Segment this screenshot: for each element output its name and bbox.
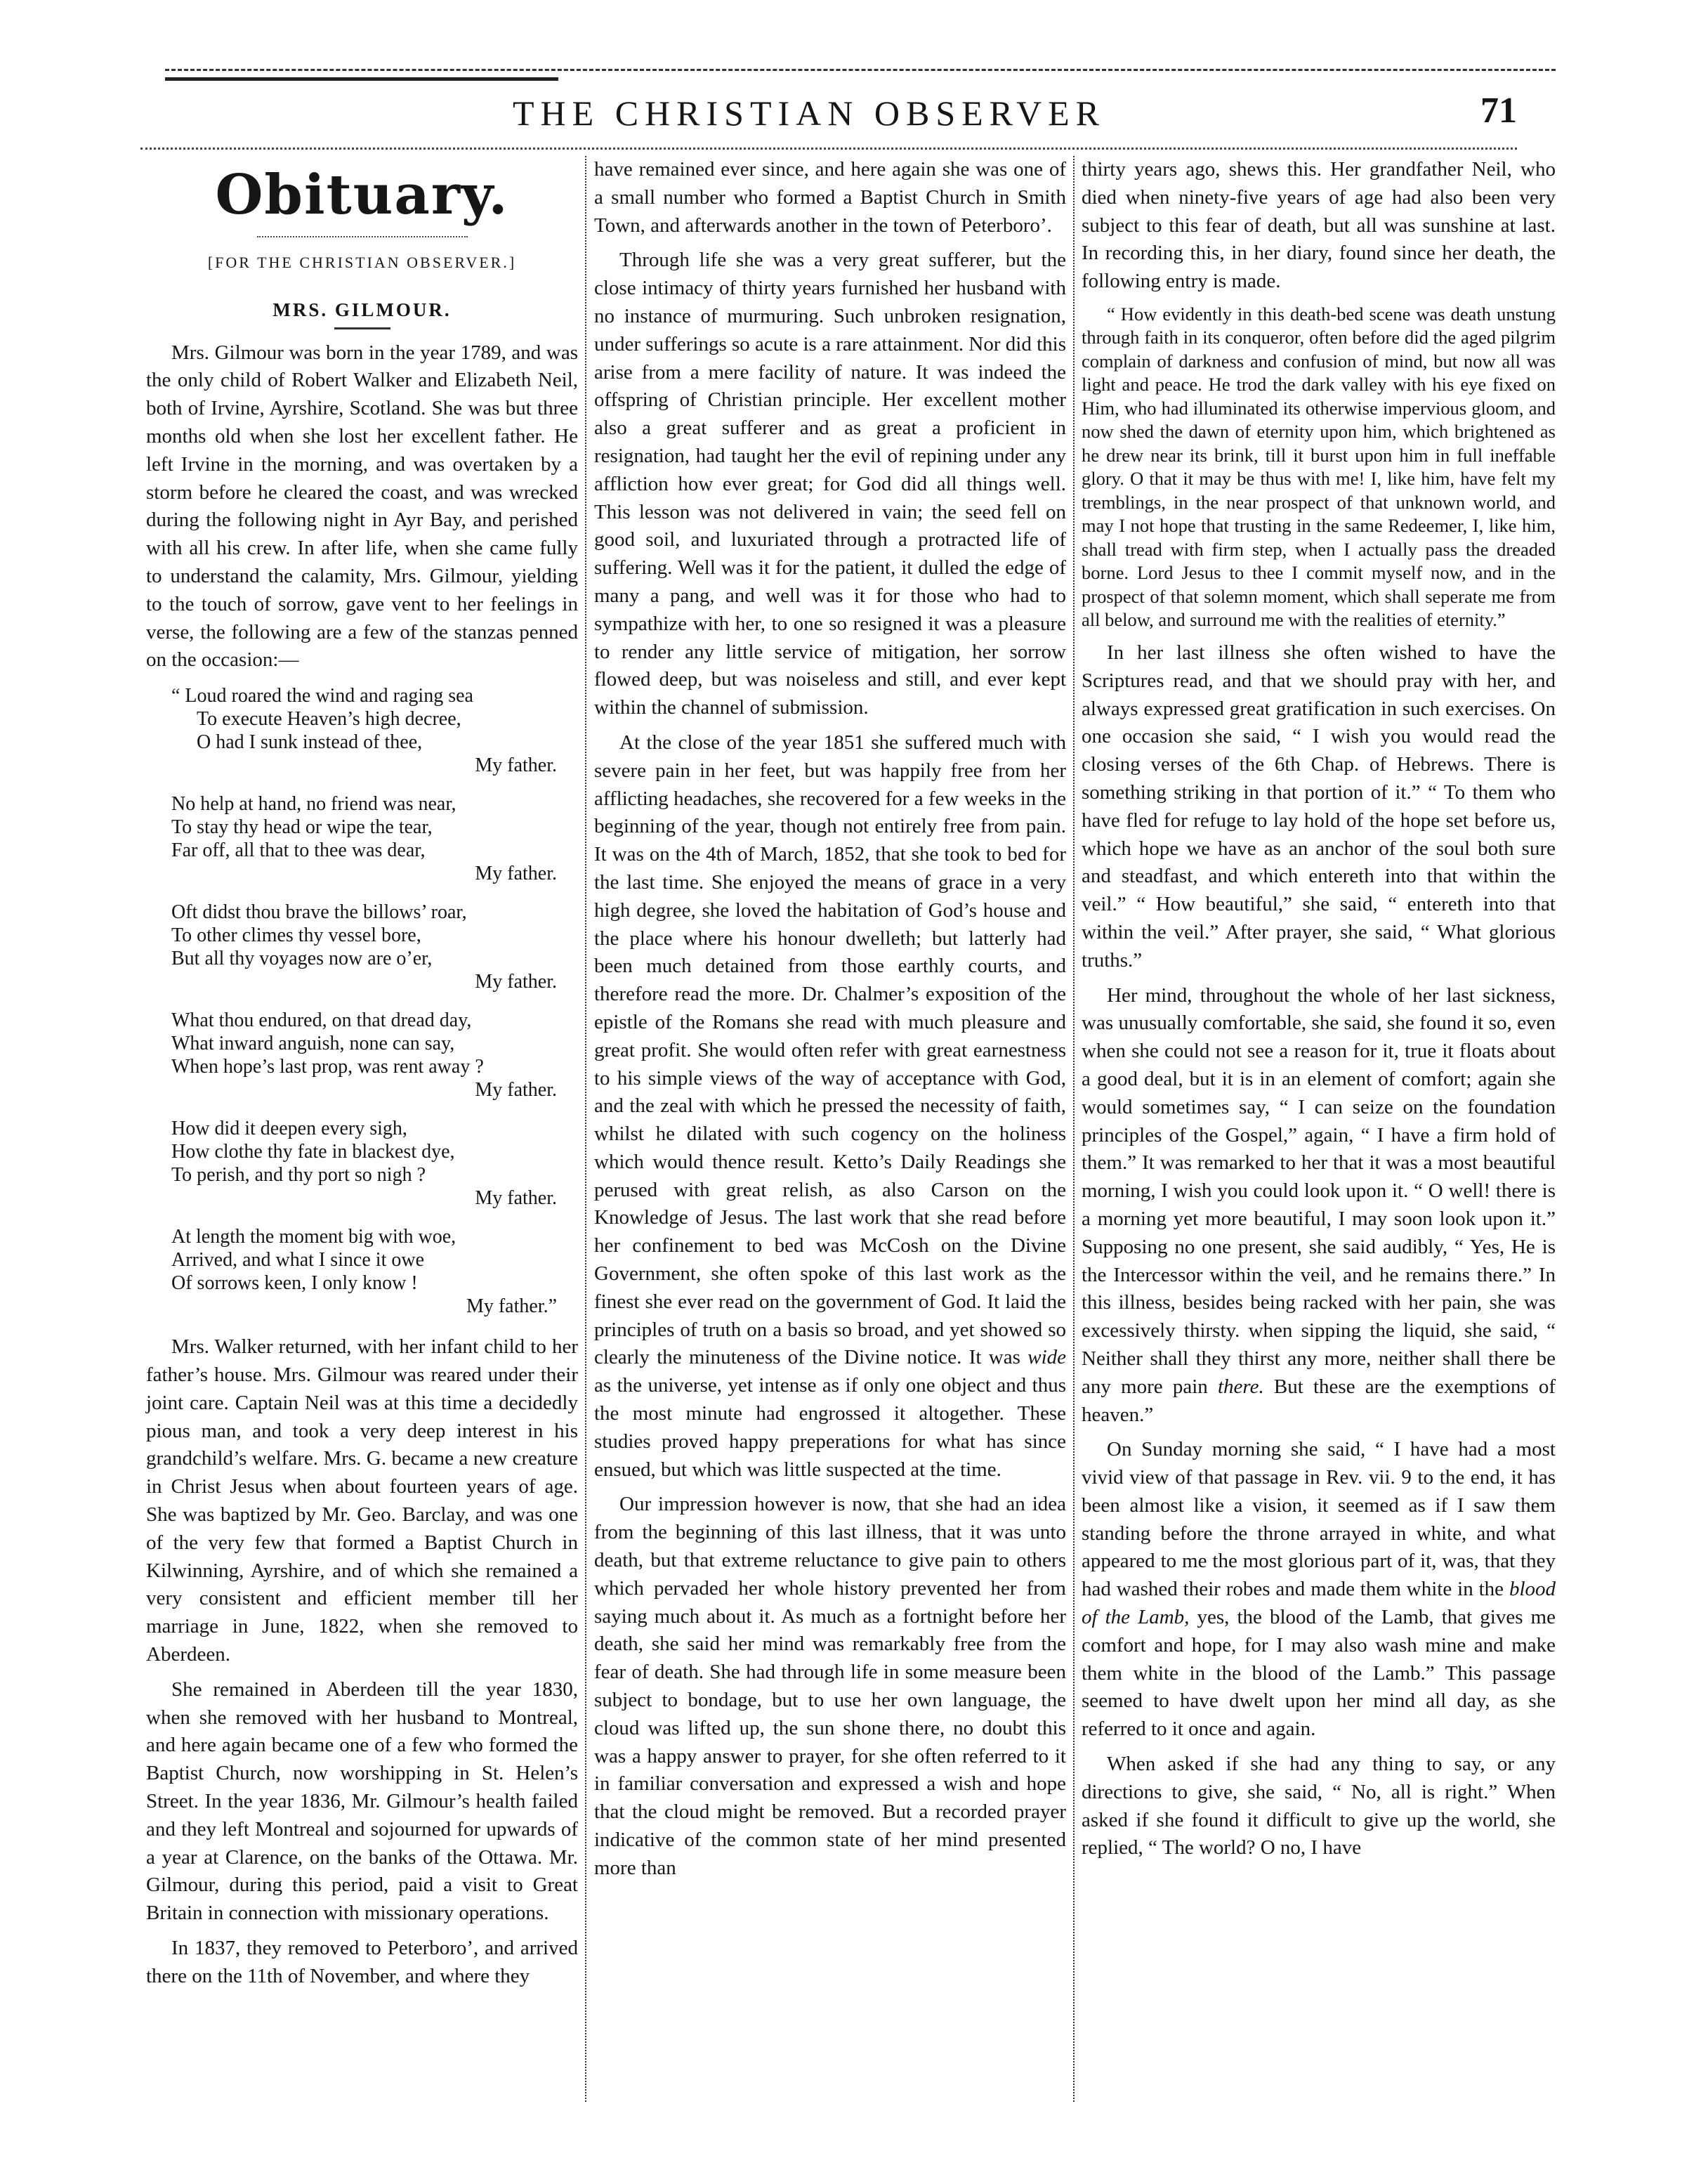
poem-line: “ Loud roared the wind and raging sea: [171, 685, 473, 707]
column-1: [146, 156, 578, 1997]
poem-stanza: [171, 1009, 578, 1101]
poem-line: Oft didst thou brave the billows’ roar,: [171, 901, 467, 924]
poem-line: How did it deepen every sigh,: [171, 1118, 407, 1140]
italic-word: wide: [1027, 1346, 1067, 1369]
diary-quote: “ How evidently in this death-bed scene was death unstung through faith in its conqueror, often before did the aged pilgrim complain of darkness and confusion of mind, but now all was light and peace. He trod the dark valley with his eye fixed on Him, who had illuminated its otherwise impervious gloom, and now shed the dawn of eternity upon him, which brightened as he drew near its brink, till it burst upon him in full ineffable glory. O that it may be thus with me! I, like him, have felt my tremblings, in the near prospect of that unknown world, and may I not hope that trusting in the same Redeemer, I, like him, shall tread with firm step, when I actually pass the dreaded borne. Lord Jesus to thee I commit myself now, and in the prospect of that solemn moment, which shall seperate me from all below, and surround me with the realities of eternity.”: [1082, 303, 1556, 631]
poem-line: Far off, all that to thee was dear,: [171, 839, 426, 862]
poem-line: No help at hand, no friend was near,: [171, 793, 456, 816]
column-divider: [585, 156, 586, 2102]
column-divider: [1073, 156, 1075, 2102]
poem-line: To stay thy head or wipe the tear,: [171, 816, 433, 839]
paragraph: [1082, 982, 1556, 1430]
poem-line: At length the moment big with woe,: [171, 1226, 456, 1248]
section-heading: Obituary.: [215, 163, 509, 227]
poem-line: When hope’s last prop, was rent away ?: [171, 1056, 484, 1078]
paragraph: In her last illness she often wished to have the Scriptures read, and that we should pray with her, and always expressed great gratification in such exercises. On one occasion she said, “ I wish you would read the closing verses of the 6th Chap. of Hebrews. There is something striking in that portion of it.” “ To them who have fled for refuge to lay hold of the hope set before us, which hope we have as an anchor of the soul both sure and steadfast, and which entereth into that within the veil.” “ How beautiful,” she said, “ entereth into that within the veil.” After prayer, she said, “ What glorious truths.”: [1082, 641, 1556, 972]
page-number: 71: [1480, 91, 1517, 131]
paragraph: She remained in Aberdeen till the year 1830, when she removed with her husband to Montreal, and here again became one of a few who formed the Baptist Church, now worshipping in St. Helen’s Street. In the year 1836, Mr. Gilmour’s health failed and they left Montreal and sojourned for upwards of a year at Clarence, on the banks of the Ottawa. Mr. Gilmour, during this period, paid a visit to Great Britain in connection with missionary operations.: [146, 1678, 578, 1925]
poem-refrain: My father.: [475, 971, 557, 993]
paragraph: Through life she was a very great sufferer, but the close intimacy of thirty years furnished her husband with no instance of murmuring. Such unbroken resignation, under sufferings so acute is a rare attainment. Nor did this arise from a mere facility of nature. It was indeed the offspring of Christian principle. Her excellent mother also a great sufferer and as great a proficient in resignation, had taught her the evil of repining under any affliction how ever great; for God did all things well. This lesson was not delivered in vain; the seed fell on good soil, and luxuriated through a protracted life of suffering. Well was it for the patient, it dulled the edge of many a pang, and well was it for those who had to sympathize with her, to one so resigned it was a pleasure to render any little service of mitigation, her sorrow flowed deep, but was noiseless and still, and ever kept within the channel of submission.: [594, 249, 1066, 719]
paragraph-text: Her mind, throughout the whole of her last sickness, was unusually comfortable, she said, she found it so, even when she could not see a reason for it, true it floats about a good deal, but it is in an element of comfort; again she would sometimes say, “ I can seize on the foundation principles of the Gospel,” again, “ I have a firm hold of them.” It was remarked to her that it was a most beautiful morning, I wish you could look upon it. “ O well! there is a morning yet more beautiful, I may soon look upon it.” Supposing no one present, she said audibly, “ Yes, He is the Intercessor within the veil, and he remains there.” In this illness, besides being racked with her pain, she was excessively thirsty. when sipping the liquid, she said, “ Neither shall they thirst any more, neither shall there be any more pain: [1082, 983, 1556, 1398]
paragraph-text: At the close of the year 1851 she suffered much with severe pain in her feet, but was happily free from her afflicting headaches, she recovered for a few weeks in the beginning of the year, though not entirely free from pain. It was on the 4th of March, 1852, that she took to bed for the last time. She enjoyed the means of grace in a very high degree, she loved the habitation of God’s house and the place where his honour dwelleth; but latterly had been much detained from those earthly courts, and therefore read the more. Dr. Chalmer’s exposition of the epistle of the Romans she read with much pleasure and great profit. She would often refer with great earnestness to his simple views of the way of acceptance with God, and the zeal with which he pressed the necessity of faith, whilst he dilated with such cogency on the holiness which would thence result. Ketto’s Daily Readings she perused with great relish, as also Carson on the Knowledge of Jesus. The last work that she read before her confinement to bed was McCosh on the Divine Government, she often spoke of this last work as the finest she ever read on the government of God. It laid the principles of truth on a basis so broad, and yet showed so clearly the minuteness of the Divine notice. It was: [594, 731, 1066, 1369]
poem-line: Of sorrows keen, I only know !: [171, 1272, 418, 1295]
poem-line: Arrived, and what I since it owe: [171, 1249, 424, 1271]
poem-line: To perish, and thy port so nigh ?: [171, 1164, 426, 1186]
paragraph: [594, 729, 1066, 1484]
poem-line: What inward anguish, none can say,: [171, 1033, 455, 1055]
poem-refrain: My father.: [475, 1079, 557, 1101]
italic-phrase: blood of the Lamb,: [1082, 1578, 1556, 1629]
paragraph-text: On Sunday morning she said, “ I have had a most vivid view of that passage in Rev. vii. 9 to the end, it has been almost like a vision, it seemed as if I saw them standing before the throne arrayed in white, and what appeared to me the most glorious part of it, was, that they had washed their robes and made them white in the: [1082, 1438, 1556, 1601]
paragraph-text: as the universe, yet intense as if only one object and thus the most minute had engrossed it altogether. These studies proved happy preperations for what has since ensued, but which was little suspected at the time.: [594, 1374, 1066, 1481]
poem-stanza: [171, 1117, 578, 1210]
poem-refrain: My father.: [475, 754, 557, 777]
top-decorative-rule: [165, 69, 1556, 71]
poem-stanza: [171, 684, 578, 777]
poem-line: O had I sunk instead of thee,: [197, 731, 423, 754]
poem-stanza: [171, 1225, 578, 1318]
header-rule: [140, 148, 1517, 150]
paragraph: have remained ever since, and here again she was one of a small number who formed a Baptist Church in Smith Town, and afterwards another in the town of Peterboro’.: [594, 158, 1066, 237]
poem-line: But all thy voyages now are o’er,: [171, 948, 433, 970]
italic-word: there.: [1217, 1375, 1264, 1398]
paragraph: [1082, 1436, 1556, 1744]
paragraph-text: yes, the blood of the Lamb, that gives me comfort and hope, for I may also wash mine and make them white in the blood of the Lamb.” This passage seemed to have dwelt upon her mind all day, as she referred to it once and again.: [1082, 1606, 1556, 1741]
paragraph: thirty years ago, shews this. Her grandfather Neil, who died when ninety-five years of age had also been very subject to this fear of death, but all was sunshine at last. In recording this, in her diary, found since her death, the following entry is made.: [1082, 158, 1556, 293]
poem-stanza: [171, 901, 578, 993]
paragraph: Our impression however is now, that she had an idea from the beginning of this last illness, that it was unto death, but that extreme reluctance to give pain to others which pervaded her whole history prevented her from saying much about it. As much as a fortnight before her death, she said her mind was remarkably free from the fear of death. She had through life in some measure been subject to bondage, but to use her own language, the cloud was lifted up, the sun shone there, no doubt this was a happy answer to prayer, for she often referred to it in familiar conversation and expressed a wish and hope that the cloud might be removed. But a recorded prayer indicative of the common state of her mind presented more than: [594, 1493, 1066, 1879]
paragraph-text: But these are the exemptions of heaven.”: [1082, 1375, 1556, 1426]
masthead: [140, 93, 1545, 142]
poem-line: How clothe thy fate in blackest dye,: [171, 1141, 455, 1163]
poem-line: To execute Heaven’s high decree,: [197, 708, 461, 731]
top-solid-rule: [165, 77, 558, 81]
poem-refrain: My father.: [475, 1187, 557, 1210]
paragraph: When asked if she had any thing to say, or any directions to give, she said, “ No, all is right.” When asked if she found it difficult to give up the world, she replied, “ The world? O no, I have: [1082, 1753, 1556, 1859]
subject-rule: [334, 327, 390, 329]
source-line: [FOR THE CHRISTIAN OBSERVER.]: [207, 254, 517, 271]
poem-refrain: My father.: [475, 863, 557, 885]
publication-title: THE CHRISTIAN OBSERVER: [513, 93, 1106, 133]
poem-line: To other climes thy vessel bore,: [171, 924, 421, 947]
poem-stanza: [171, 792, 578, 885]
column-2: [594, 156, 1066, 1890]
poem-refrain: My father.”: [466, 1295, 557, 1318]
column-3: [1082, 156, 1556, 1869]
poem-line: What thou endured, on that dread day,: [171, 1009, 472, 1032]
paragraph: In 1837, they removed to Peterboro’, and arrived there on the 11th of November, and where they: [146, 1936, 578, 1987]
heading-divider: [257, 236, 468, 237]
paragraph: Mrs. Gilmour was born in the year 1789, and was the only child of Robert Walker and Elizabeth Neil, both of Irvine, Ayrshire, Scotland. She was but three months old when she lost her excellent father. He left Irvine in the morning, and was overtaken by a storm before he cleared the coast, and was wrecked during the following night in Ayr Bay, and perished with all his crew. In after life, when she came fully to understand the calamity, Mrs. Gilmour, yielding to the touch of sorrow, gave vent to her feelings in verse, the following are a few of the stanzas penned on the occasion:—: [146, 341, 578, 672]
paragraph: Mrs. Walker returned, with her infant child to her father’s house. Mrs. Gilmour was reared under their joint care. Captain Neil was at this time a decidedly pious man, and took a very deep interest in his grandchild’s welfare. Mrs. G. became a new creature in Christ Jesus when about fourteen years of age. She was baptized by Mr. Geo. Barclay, and was one of the very few that formed a Baptist Church in Kilwinning, Ayrshire, and of which she remained a very consistent and efficient member till her marriage in June, 1822, when she removed to Aberdeen.: [146, 1335, 578, 1666]
subject-heading: MRS. GILMOUR.: [272, 299, 452, 320]
